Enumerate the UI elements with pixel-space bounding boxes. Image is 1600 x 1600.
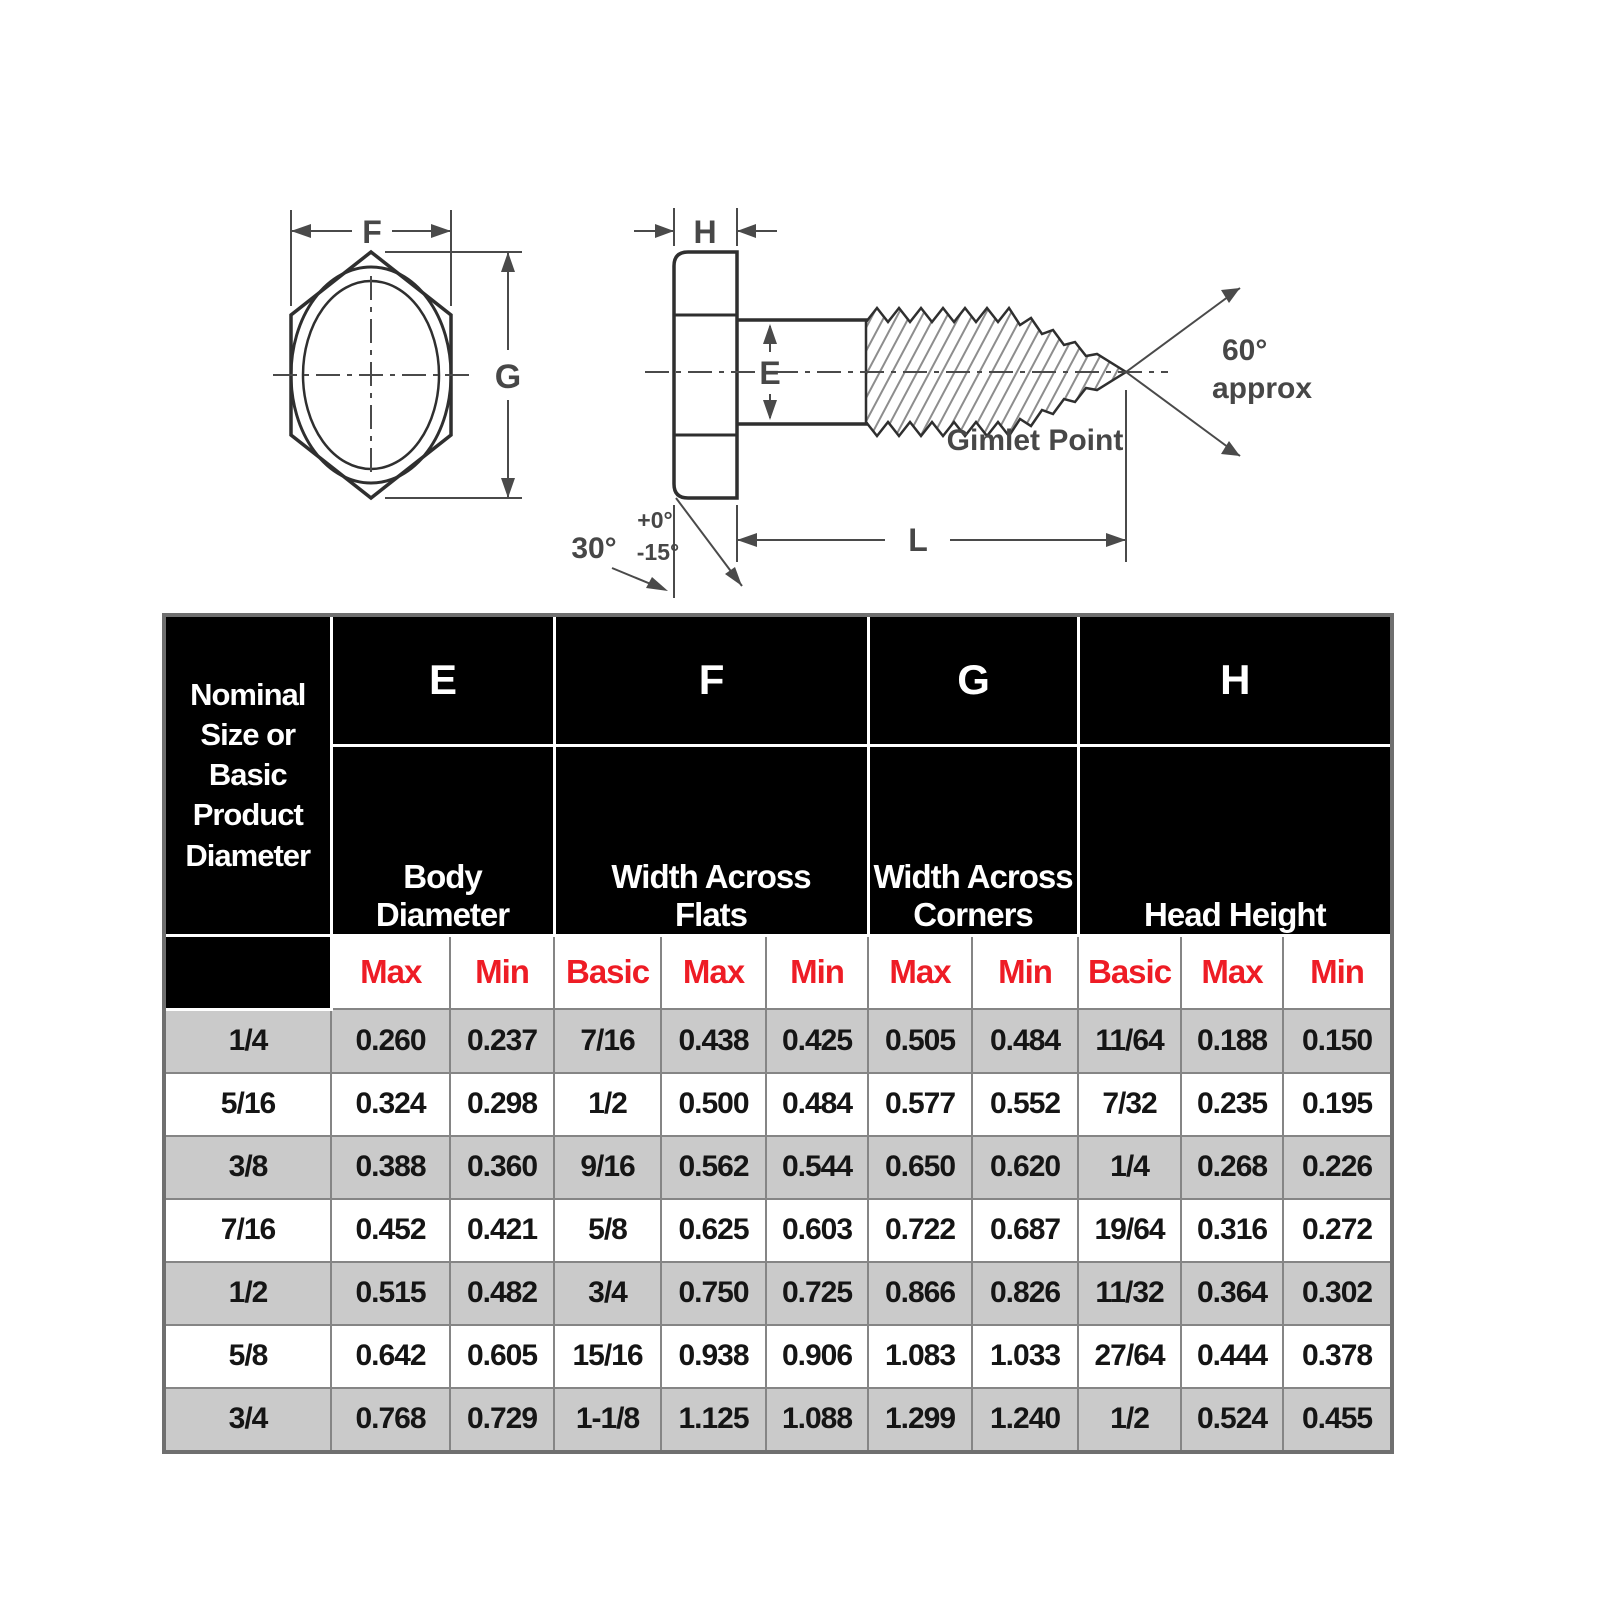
arrowhead [763,324,777,344]
arrowhead [737,224,756,238]
cell: 7/16 [554,1009,661,1073]
cell: 1.240 [972,1388,1078,1452]
cell: 0.515 [331,1262,450,1325]
cell: 0.729 [450,1388,554,1452]
lag-screw-spec-table [162,613,1394,1454]
cell: 0.364 [1181,1262,1283,1325]
table-row [164,1136,1392,1199]
subheader-f-max: Max [661,935,766,1009]
subheader-h-min: Min [1283,935,1392,1009]
cell: 0.226 [1283,1136,1392,1199]
arrowhead [431,224,451,238]
cell: 0.603 [766,1199,868,1262]
cell: 7/16 [164,1199,331,1262]
cell: 1-1/8 [554,1388,661,1452]
label-30-degrees: 30° [571,532,617,565]
label-L: L [908,522,928,558]
arrowhead [291,224,311,238]
cell: 0.750 [661,1262,766,1325]
cell: 0.268 [1181,1136,1283,1199]
group-title-text: Body Diameter [375,857,510,933]
cell: 7/32 [1078,1073,1181,1136]
label-60-degrees: 60° [1222,334,1268,367]
arrowhead [763,400,777,420]
cell: 5/8 [554,1199,661,1262]
cell: 0.324 [331,1073,450,1136]
label-G: G [494,358,522,396]
cell: 0.544 [766,1136,868,1199]
cell: 0.826 [972,1262,1078,1325]
group-title-width-across-corners [868,745,1078,935]
cell: 0.150 [1283,1009,1392,1073]
cell: 0.421 [450,1199,554,1262]
cell: 0.484 [766,1073,868,1136]
cell: 0.722 [868,1199,972,1262]
lag-screw-diagram [0,0,1600,612]
subheader-e-min: Min [450,935,554,1009]
cell: 0.237 [450,1009,554,1073]
subheader-e-max: Max [331,935,450,1009]
arrowhead [646,577,668,591]
subheader-h-basic: Basic [1078,935,1181,1009]
cell: 27/64 [1078,1325,1181,1388]
arrowhead [501,478,515,498]
label-H: H [693,214,717,250]
table-body [164,1009,1392,1452]
cell: 0.482 [450,1262,554,1325]
table-row [164,1009,1392,1073]
cell: 0.650 [868,1136,972,1199]
label-F: F [362,214,382,250]
cell: 3/4 [164,1388,331,1452]
arrowhead [501,252,515,272]
cell: 3/8 [164,1136,331,1199]
cell: 0.938 [661,1325,766,1388]
label-plus-0-degrees: +0° [637,507,673,533]
cell: 1/2 [554,1073,661,1136]
cell: 0.438 [661,1009,766,1073]
cell: 0.562 [661,1136,766,1199]
cell: 0.378 [1283,1325,1392,1388]
label-minus-15-degrees: -15° [636,539,680,565]
cell: 0.577 [868,1073,972,1136]
cell: 0.552 [972,1073,1078,1136]
cell: 0.500 [661,1073,766,1136]
cell: 0.195 [1283,1073,1392,1136]
cell: 0.906 [766,1325,868,1388]
group-title-text: Width Across Flats [611,857,811,933]
cell: 0.687 [972,1199,1078,1262]
cell: 1.033 [972,1325,1078,1388]
group-title-text: Head Height [1144,895,1326,933]
table-row [164,1262,1392,1325]
table-row [164,1325,1392,1388]
cell: 3/4 [554,1262,661,1325]
cell: 0.388 [331,1136,450,1199]
subheader-h-max: Max [1181,935,1283,1009]
cell: 0.505 [868,1009,972,1073]
cell: 0.625 [661,1199,766,1262]
subheader-f-basic: Basic [554,935,661,1009]
cell: 1.088 [766,1388,868,1452]
cell: 0.298 [450,1073,554,1136]
group-title-body-diameter [331,745,554,935]
head-profile [674,252,737,498]
cell: 1.083 [868,1325,972,1388]
arrowhead [1106,533,1126,547]
cell: 1.125 [661,1388,766,1452]
hex-head-front-view [273,252,469,498]
bolt-side-view [645,252,1168,498]
group-header-E: E [331,615,554,745]
arrowhead [655,224,674,238]
cell: 0.455 [1283,1388,1392,1452]
cell: 1/4 [1078,1136,1181,1199]
cell: 0.272 [1283,1199,1392,1262]
group-title-width-across-flats [554,745,868,935]
cell: 0.725 [766,1262,868,1325]
cell: 0.444 [1181,1325,1283,1388]
cell: 1.299 [868,1388,972,1452]
cell: 11/64 [1078,1009,1181,1073]
group-header-H: H [1078,615,1392,745]
cell: 0.866 [868,1262,972,1325]
cell: 1/2 [164,1262,331,1325]
cell: 0.188 [1181,1009,1283,1073]
cell: 0.642 [331,1325,450,1388]
table-row [164,1388,1392,1452]
cell: 0.484 [972,1009,1078,1073]
cell: 0.235 [1181,1073,1283,1136]
cell: 1/4 [164,1009,331,1073]
group-title-head-height [1078,745,1392,935]
group-header-G: G [868,615,1078,745]
cell: 0.360 [450,1136,554,1199]
cell: 0.524 [1181,1388,1283,1452]
cell: 9/16 [554,1136,661,1199]
cell: 0.302 [1283,1262,1392,1325]
cell: 0.620 [972,1136,1078,1199]
cell: 1/2 [1078,1388,1181,1452]
label-gimlet-point: Gimlet Point [946,424,1124,457]
cell: 0.260 [331,1009,450,1073]
cell: 15/16 [554,1325,661,1388]
table-row [164,1199,1392,1262]
corner-header: Nominal Size or Basic Product Diameter [164,615,331,935]
subheader-g-min: Min [972,935,1078,1009]
label-E: E [759,355,781,391]
group-header-F: F [554,615,868,745]
group-title-text: Width Across Corners [873,857,1073,933]
subheader-f-min: Min [766,935,868,1009]
arrowhead [737,533,757,547]
label-approx: approx [1212,372,1313,405]
table-row [164,1073,1392,1136]
cell: 0.452 [331,1199,450,1262]
corner-subheader-blank [164,935,331,1009]
cell: 0.768 [331,1388,450,1452]
cell: 5/8 [164,1325,331,1388]
cell: 0.316 [1181,1199,1283,1262]
arrowhead [725,567,742,586]
cell: 19/64 [1078,1199,1181,1262]
cell: 0.425 [766,1009,868,1073]
cell: 0.605 [450,1325,554,1388]
subheader-g-max: Max [868,935,972,1009]
cell: 11/32 [1078,1262,1181,1325]
cell: 5/16 [164,1073,331,1136]
